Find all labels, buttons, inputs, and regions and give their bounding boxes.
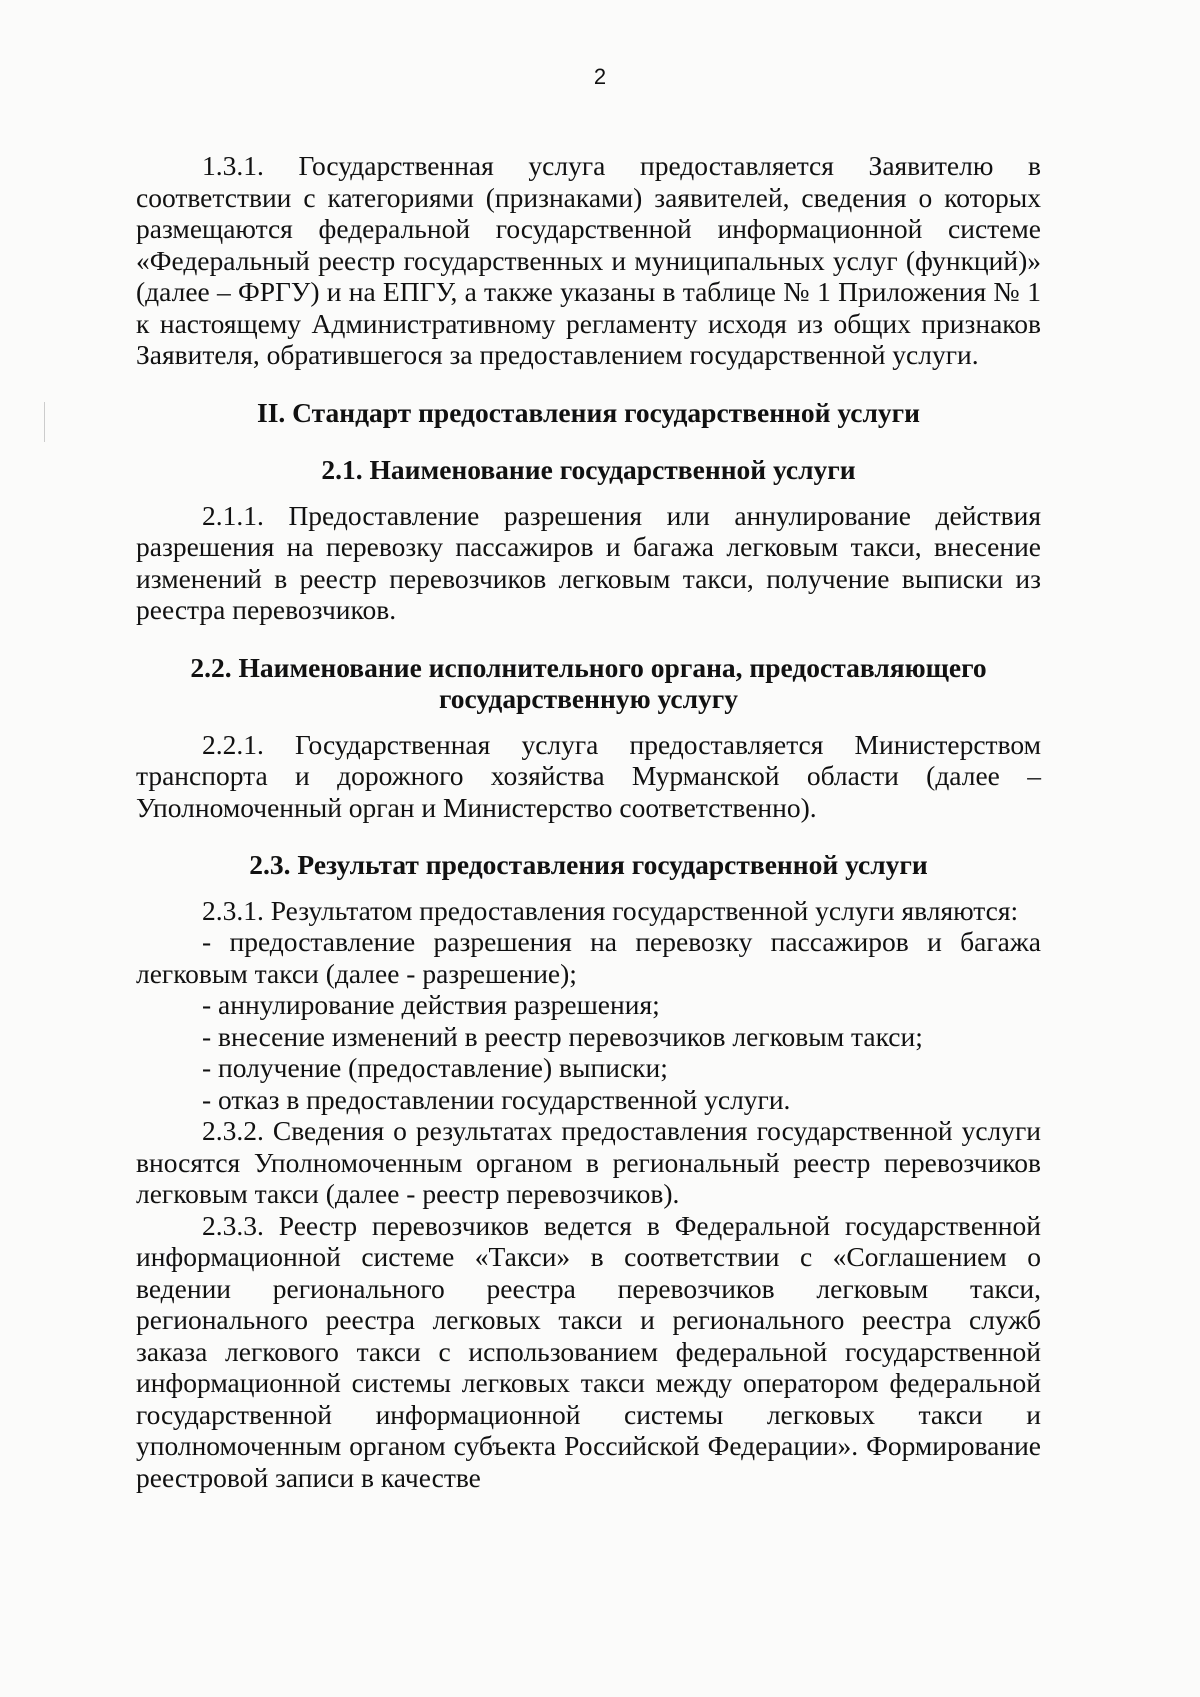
list-item: - аннулирование действия разрешения;	[202, 989, 660, 1020]
heading-2-3: 2.3. Результат предоставления государственной услуги	[249, 849, 928, 880]
list-item: - отказ в предоставлении государственной услуги.	[202, 1083, 791, 1115]
list-item: - предоставление разрешения на перевозку пассажиров и багажа легковым такси (далее - разрешение);	[136, 926, 1041, 989]
paragraph-2-1-1: 2.1.1. Предоставление разрешения или аннулирование действия разрешения на перевозку пассажиров и багажа легковым такси, внесение изменений в реестр перевозчиков легковым такси, получение выписки из реестра перевозчиков.	[136, 499, 1041, 625]
paragraph-1-3-1: 1.3.1. Государственная услуга предоставляется Заявителю в соответствии с категориями (признаками) заявителей, сведения о которых размещаются федеральной государственной информационной системе «Федеральный реестр государственных и муниципальных услуг (функций)» (далее – ФРГУ) и на ЕПГУ, а также указаны в таблице № 1 Приложения № 1 к настоящему Административному регламенту исходя из общих признаков Заявителя, обратившегося за предоставлением государственной услуги.	[136, 150, 1041, 370]
list-item: - внесение изменений в реестр перевозчиков легковым такси;	[202, 1020, 923, 1052]
document-body	[136, 150, 1041, 1493]
paragraph-2-3-3: 2.3.3. Реестр перевозчиков ведется в Федеральной государственной информационной системе «Такси» в соответствии с «Соглашением о ведении регионального реестра перевозчиков легковым такси, регионального реестра легковых такси и регионального реестра служб заказа легкового такси с использованием федеральной государственной информационной системы легковых такси между оператором федеральной государственной информационной системы легковых такси и уполномоченным органом субъекта Российской Федерации». Формирование реестровой записи в качестве	[136, 1209, 1041, 1493]
heading-2-1: 2.1. Наименование государственной услуги	[321, 454, 856, 485]
scan-margin-mark	[44, 402, 45, 442]
paragraph-2-3-2: 2.3.2. Сведения о результатах предоставления государственной услуги вносятся Уполномоченным органом в региональный реестр перевозчиков легковым такси (далее - реестр перевозчиков).	[136, 1115, 1041, 1209]
list-item: - получение (предоставление) выписки;	[202, 1052, 668, 1083]
page-number: 2	[593, 64, 607, 89]
paragraph-2-2-1: 2.2.1. Государственная услуга предоставляется Министерством транспорта и дорожного хозяйства Мурманской области (далее – Уполномоченный орган и Министерство соответственно).	[136, 728, 1041, 823]
heading-2-2: 2.2. Наименование исполнительного органа, предоставляющего государственную услугу	[190, 651, 987, 714]
section-2-heading: II. Стандарт предоставления государственной услуги	[257, 396, 920, 428]
paragraph-2-3-1: 2.3.1. Результатом предоставления государственной услуги являются:	[202, 894, 1019, 926]
